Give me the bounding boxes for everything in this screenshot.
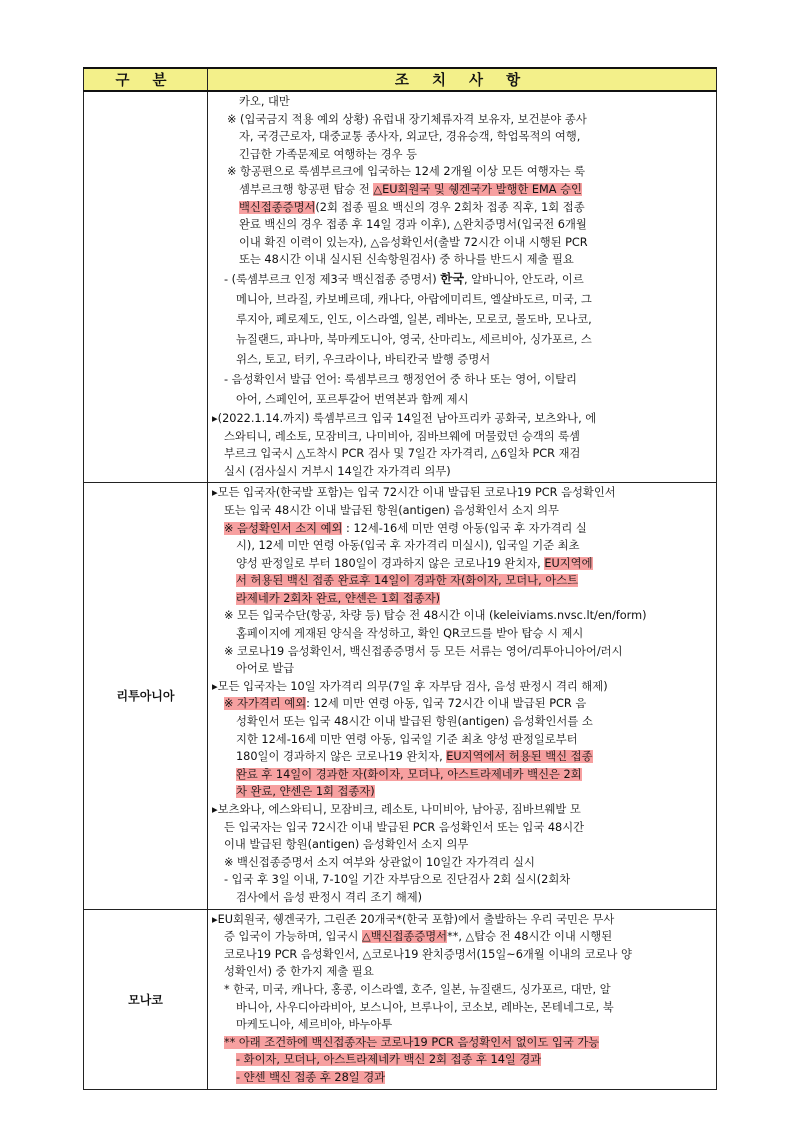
row-category: 리투아니아 [84, 483, 208, 909]
text-line: ▸보츠와나, 에스와티니, 모잠비크, 레소토, 나미비아, 남아공, 짐바브웨발 모 [212, 803, 581, 816]
text-line [212, 520, 713, 538]
text-line: 검사에서 음성 판정시 격리 조기 해제) [236, 890, 423, 904]
text-line: ▸EU회원국, 쉥겐국가, 그린존 20개국*(한국 포함)에서 출발하는 우리 국민은 무사 [212, 912, 615, 926]
text-line [212, 572, 713, 590]
text-line [212, 269, 713, 290]
text-line: ※ 모든 입국수단(항공, 차량 등) 탑승 전 48시간 이내 (keleiviams.nvsc.lt/en/form) [224, 609, 647, 623]
text-segment: 증 입국이 가능하며, 입국시 [224, 930, 362, 944]
highlighted-text: 라제네카 2회차 완료, 얀센은 1회 접종자) [236, 591, 441, 605]
highlighted-text: 완료 후 14일이 경과한 자(화이자, 모더나, 아스트라제네카 백신은 2회 [236, 767, 582, 781]
text-line [212, 555, 713, 573]
text-line: ▸모든 입국자는 10일 자가격리 의무(7일 후 자부담 검사, 음성 판정시 격리 해제) [212, 679, 608, 693]
text-line: 완료 백신의 경우 접종 후 14일 경과 이후), △완치증명서(입국전 6개월 [239, 218, 587, 232]
text-line: 스와티니, 레소토, 모잠비크, 나미비아, 짐바브웨에 머물렀던 승객의 룩셈 [224, 429, 580, 443]
text-line: 뉴질랜드, 파나마, 북마케도니아, 영국, 산마리노, 세르비아, 싱가포르, 스 [236, 332, 592, 346]
text-line [212, 199, 713, 217]
text-segment: : 12세 미만 연령 아동, 입국 72시간 이내 발급된 PCR 음 [306, 697, 587, 711]
text-line [212, 928, 713, 946]
text-line: 지한 12세-16세 미만 연령 아동, 입국일 기준 최초 양성 판정일로부터 [236, 732, 578, 746]
text-line: ▸모든 입국자(한국발 포함)는 입국 72시간 이내 발급된 코로나19 PCR 음성확인서 [212, 486, 616, 500]
text-line: 든 입국자는 입국 72시간 이내 발급된 PCR 음성확인서 또는 입국 48시간 [224, 820, 585, 834]
table-row-monaco [84, 909, 717, 1089]
text-line: 마케도니아, 세르비아, 바누아투 [236, 1018, 393, 1032]
text-line [212, 1069, 713, 1087]
highlighted-text: 백신접종증명서 [239, 200, 316, 214]
row-category: 모나코 [84, 909, 208, 1089]
row-category [84, 91, 208, 483]
text-segment: 양성 판정일로 부터 180일이 경과하지 않은 코로나19 완치자, [236, 556, 545, 570]
text-line [212, 783, 713, 801]
text-segment: 180일이 경과하지 않은 코로나19 완치자, [236, 750, 447, 764]
text-line: ※ 코로나19 음성확인서, 백신접종증명서 등 모든 서류는 영어/리투아니아어/러시 [224, 644, 623, 658]
header-category: 구 분 [84, 68, 208, 91]
text-segment: - (룩셈부르크 인정 제3국 백신접종 증명서) [224, 272, 441, 286]
text-line: 긴급한 가족문제로 여행하는 경우 등 [239, 147, 418, 161]
highlighted-text: 차 완료, 얀센은 1회 접종자) [236, 785, 375, 799]
header-measures: 조 치 사 항 [208, 68, 717, 91]
text-line: 또는 입국 48시간 이내 발급된 항원(antigen) 음성확인서 소지 의무 [224, 503, 559, 517]
text-line: - 음성확인서 발급 언어: 룩셈부르크 행정언어 중 하나 또는 영어, 이탈리 [224, 372, 577, 386]
measures-table [83, 67, 717, 1090]
text-segment: 셈부르크행 항공편 탑승 전 [239, 182, 374, 196]
text-line: 성확인서) 중 한가지 제출 필요 [224, 965, 374, 979]
text-line: 아어, 스페인어, 포르투갈어 번역본과 함께 제시 [236, 392, 469, 406]
bold-text: 한국 [440, 271, 464, 286]
text-line: 루지아, 페로제도, 인도, 이스라엘, 일본, 레바논, 모로코, 몰도바, 모나코, [236, 312, 592, 326]
text-line: 카오, 대만 [239, 95, 290, 108]
text-line [212, 748, 713, 766]
text-line: 이내 확진 이력이 있는자), △음성확인서(출발 72시간 이내 시행된 PCR [239, 235, 588, 249]
text-line: ▸(2022.1.14.까지) 룩셈부르크 입국 14일전 남아프리카 공화국, 보츠와나, 에 [212, 411, 597, 425]
text-line [212, 181, 713, 199]
highlighted-text: EU지역에서 허용된 백신 접종 [446, 750, 593, 764]
text-segment: **, △탑승 전 48시간 이내 시행된 [447, 930, 613, 944]
text-line [212, 1051, 713, 1069]
row-measures [208, 91, 717, 483]
text-line [212, 695, 713, 713]
text-line: - 입국 후 3일 이내, 7-10일 기간 자부담으로 진단검사 2회 실시(2회차 [224, 873, 571, 887]
text-line: 코로나19 PCR 음성확인서, △코로나19 완치증명서(15일~6개월 이내의 코로나 양 [224, 947, 632, 961]
row-measures [208, 909, 717, 1089]
text-line: 성확인서 또는 입국 48시간 이내 발급된 항원(antigen) 음성확인서를 소 [236, 715, 593, 729]
text-segment: : 12세-16세 미만 연령 아동(입국 후 자가격리 실 [342, 521, 587, 535]
highlighted-text: 서 허용된 백신 접종 완료후 14일이 경과한 자(화이자, 모더나, 아스트 [236, 574, 579, 588]
text-line: 또는 48시간 이내 실시된 신속항원검사) 중 하나를 반드시 제출 필요 [239, 253, 574, 267]
text-line: 실시 (검사실시 거부시 14일간 자가격리 의무) [224, 464, 451, 478]
row-measures [208, 483, 717, 909]
text-segment: , 알바니아, 안도라, 이르 [464, 272, 584, 286]
highlighted-text: - 얀센 백신 접종 후 28일 경과 [236, 1070, 386, 1084]
highlighted-text: ※ 음성확인서 소지 예외 [224, 521, 343, 535]
text-line: 이내 발급된 항원(antigen) 음성확인서 소지 의무 [224, 838, 469, 852]
text-line: ※ (입국금지 적용 예외 상황) 유럽내 장기체류자격 보유자, 보건분야 종사 [227, 112, 587, 126]
text-line: * 한국, 미국, 캐나다, 홍콩, 이스라엘, 호주, 일본, 뉴질랜드, 싱가포르, 대만, 알 [224, 982, 611, 996]
text-line: 메니아, 브라질, 카보베르데, 캐나다, 아랍에미리트, 엘살바도르, 미국, 그 [236, 292, 592, 306]
highlighted-text: △백신접종증명서 [362, 930, 448, 944]
text-line: ※ 항공편으로 룩셈부르크에 입국하는 12세 2개월 이상 모든 여행자는 룩 [227, 165, 585, 179]
text-line: 홈페이지에 게재된 양식을 작성하고, 확인 QR코드를 받아 탑승 시 제시 [236, 627, 584, 641]
highlighted-text: EU지역에 [544, 556, 593, 570]
text-line: 아어로 발급 [236, 662, 295, 676]
table-header-row [84, 68, 717, 91]
text-line [212, 1034, 713, 1052]
text-segment: (2회 접종 필요 백신의 경우 2회차 접종 직후, 1회 접종 [315, 200, 585, 214]
highlighted-text: ** 아래 조건하에 백신접종자는 코로나19 PCR 음성확인서 없이도 입국 가능 [224, 1035, 600, 1049]
highlighted-text: - 화이자, 모더나, 아스트라제네카 백신 2회 접종 후 14일 경과 [236, 1053, 542, 1067]
text-line: 시), 12세 미만 연령 아동(입국 후 자가격리 미실시), 입국일 기준 최초 [236, 539, 580, 553]
text-line: 바니아, 사우디아라비아, 보스니아, 브루나이, 코소보, 레바논, 몬테네그로, 북 [236, 1000, 614, 1014]
table-row-lithuania [84, 483, 717, 909]
text-line [212, 590, 713, 608]
highlighted-text: △EU회원국 및 쉥겐국가 발행한 EMA 승인 [373, 182, 582, 196]
text-line [212, 766, 713, 784]
table-row-luxembourg [84, 91, 717, 483]
text-line: 자, 국경근로자, 대중교통 종사자, 외교단, 경유승객, 학업목적의 여행, [239, 130, 581, 144]
text-line: 위스, 토고, 터키, 우크라이나, 바티칸국 발행 증명서 [236, 352, 491, 366]
highlighted-text: ※ 자가격리 예외 [224, 697, 307, 711]
text-line: 부르크 입국시 △도착시 PCR 검사 및 7일간 자가격리, △6일차 PCR 재검 [224, 447, 581, 461]
text-line: ※ 백신접종증명서 소지 여부와 상관없이 10일간 자가격리 실시 [224, 855, 535, 869]
